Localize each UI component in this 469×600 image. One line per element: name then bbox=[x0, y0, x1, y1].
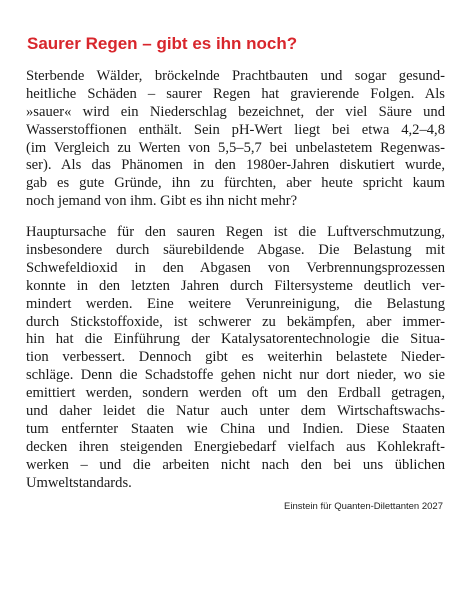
text-line: emittiert werden, sondern werden oft um den Erdball getragen, bbox=[26, 385, 445, 402]
text-line: durch Stickstoffoxide, ist schwerer zu bekämpfen, aber immer- bbox=[26, 313, 445, 330]
text-line: konnte in den letzten Jahren durch Filtersysteme deutlich ver- bbox=[26, 277, 445, 294]
text-line: heitliche Schäden – saurer Regen hat gravierende Folgen. Als bbox=[26, 85, 445, 102]
source-credit: Einstein für Quanten-Dilettanten 2027 bbox=[284, 501, 443, 512]
text-line: schläge. Denn die Schadstoffe gehen nicht nur dort nieder, wo sie bbox=[26, 367, 445, 384]
text-line: Umweltstandards. bbox=[26, 474, 132, 491]
text-line: tum entfernter Staaten wie China und Indien. Diese Staaten bbox=[26, 420, 445, 437]
text-line: mindert werden. Eine weitere Verunreinigung, die Belastung bbox=[26, 295, 445, 312]
text-line: Sterbende Wälder, bröckelnde Prachtbauten und sogar gesund- bbox=[26, 68, 445, 84]
text-line: (im Vergleich zu Werten von 5,5–5,7 bei unbelastetem Regenwas- bbox=[26, 139, 445, 156]
page-title: Saurer Regen – gibt es ihn noch? bbox=[27, 34, 298, 53]
text-line: hin hat die Einführung der Katalysatorentechnologie die Situa- bbox=[26, 331, 445, 348]
text-line: Schwefeldioxid in den Abgasen von Verbrennungsprozessen bbox=[26, 259, 445, 276]
article-body bbox=[26, 68, 445, 505]
text-line: insbesondere durch säurebildende Abgase. Die Belastung mit bbox=[26, 242, 445, 259]
text-line: Hauptursache für den sauren Regen ist die Luftverschmutzung, bbox=[26, 224, 445, 241]
text-line: decken ihren steigenden Energiebedarf vielfach aus Kohlekraft- bbox=[26, 438, 445, 455]
text-line: gab es gute Gründe, ihn zu fürchten, aber heute spricht kaum bbox=[26, 175, 445, 192]
text-line: noch jemand von ihm. Gibt es ihn nicht mehr? bbox=[26, 193, 298, 210]
text-line: werken – und die arbeiten nicht nach den bei uns üblichen bbox=[26, 456, 445, 473]
text-line: Wasserstoffionen enthält. Sein pH-Wert liegt bei etwa 4,2–4,8 bbox=[26, 121, 445, 138]
text-line: und daher leidet die Natur auch unter dem Wirtschaftswachs- bbox=[26, 403, 445, 420]
paragraph-causes bbox=[26, 224, 445, 492]
paragraph-intro bbox=[26, 68, 445, 211]
text-line: ser). Als das Phänomen in den 1980er-Jahren diskutiert wurde, bbox=[26, 157, 445, 174]
text-line: tion verbessert. Dennoch gibt es weiterhin belastete Nieder- bbox=[26, 349, 445, 366]
text-line: »sauer« wird ein Niederschlag bezeichnet, der viel Säure und bbox=[26, 103, 445, 120]
